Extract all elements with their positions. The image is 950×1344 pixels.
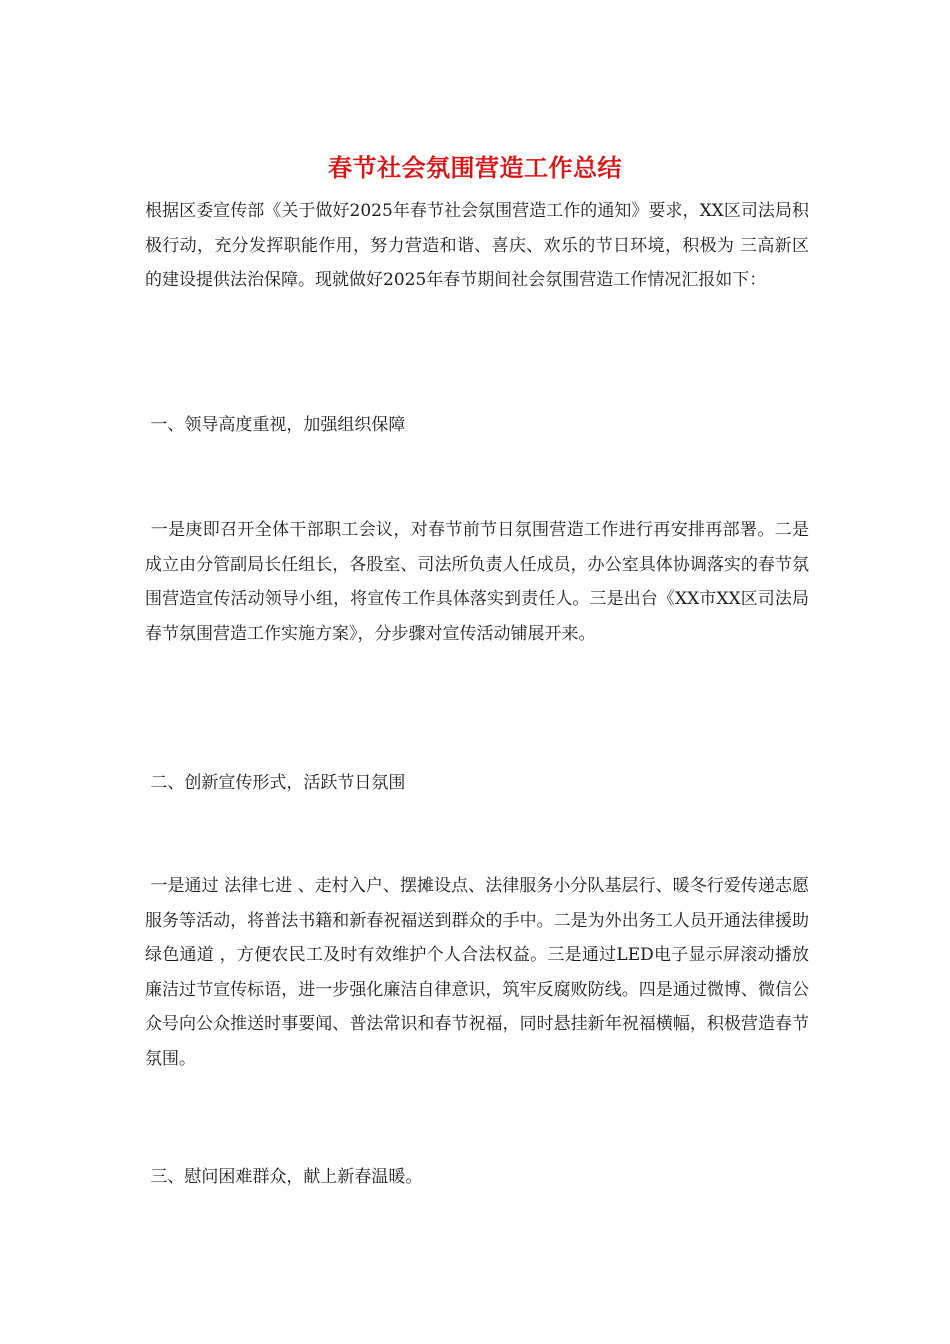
section-heading-1-text: 一、领导高度重视，加强组织保障 — [150, 415, 406, 435]
section-heading-1 — [145, 408, 809, 442]
section-body-1 — [145, 513, 809, 651]
intro-paragraph: 根据区委宣传部《关于做好2025年春节社会氛围营造工作的通知》要求，XX区司法局积极行动，充分发挥职能作用，努力营造和谐、喜庆、欢乐的节日环境，积极为 三高新区 的建设提供法治保障。现就做好2025年春节期间社会氛围营造工作情况汇报如下： — [145, 201, 809, 290]
document-title: 春节社会氛围营造工作总结 — [328, 153, 622, 182]
section-heading-3-text: 三、慰问困难群众，献上新春温暖。 — [150, 1167, 423, 1187]
section-body-1-text: 一是庚即召开全体干部职工会议，对春节前节日氛围营造工作进行再安排再部署。二是成立由分管副局长任组长，各股室、司法所负责人任成员，办公室具体协调落实的春节氛围营造宣传活动领导小组，将宣传工作具体落实到责任人。三是出台《XX市XX区司法局春节氛围营造工作实施方案》，分步骤对宣传活动铺展开来。 — [145, 520, 810, 644]
section-heading-2 — [145, 766, 809, 800]
section-heading-2-text: 二、创新宣传形式，活跃节日氛围 — [150, 773, 406, 793]
section-body-2 — [145, 869, 809, 1076]
section-heading-3 — [145, 1160, 809, 1194]
section-body-2-text: 一是通过 法律七进 、走村入户、摆摊设点、法律服务小分队基层行、暖冬行爱传递志愿服务等活动，将普法书籍和新春祝福送到群众的手中。二是为外出务工人员开通法律援助 绿色通道 ，方便农民工及时有效维护个人合法权益。三是通过LED电子显示屏滚动播放廉洁过节宣传标语，进一步强化廉洁自律意识，筑牢反腐败防线。四是通过微博、微信公众号向公众推送时事要闻、普法常识和春节祝福，同时悬挂新年祝福横幅，积极营造春节氛围。 — [145, 876, 809, 1069]
